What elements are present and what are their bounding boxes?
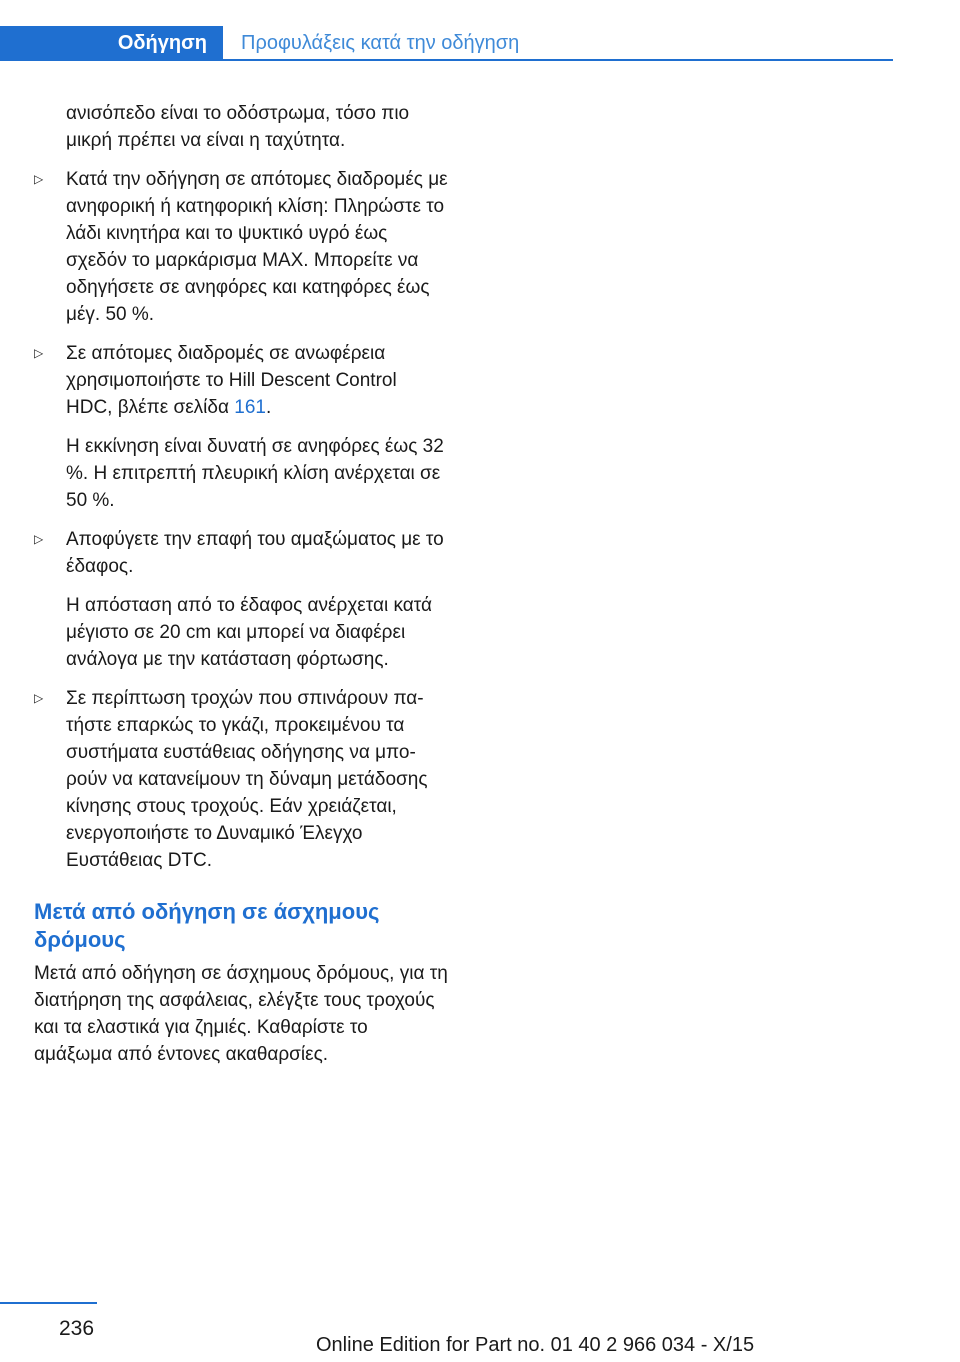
page-reference-link[interactable]: 161 <box>234 397 266 418</box>
bullet-text: Σε περίπτωση τροχών που σπινάρουν πατήστε επαρκώς το γκάζι, προκειμένου τα συστήματα ευστάθειας οδήγησης να μπορούν να κατανείμουν τη δύναμη μετάδοσης κίνησης στους τροχούς. Εάν χρειάζεται, ενεργοποιήστε το Δυναμικό Έλεγχο Ευστάθειας DTC. <box>66 688 428 871</box>
bullet-text-after-link: . <box>265 397 272 418</box>
bullet-subtext: Η εκκίνηση είναι δυνατή σε ανηφόρες έως 32 %. Η επιτρεπτή πλευρική κλίση ανέρχεται σε 50 %. <box>66 436 444 511</box>
bullet-text: Κατά την οδήγηση σε απότομες διαδρομές με ανηφορική ή κατηφορική κλίση: Πληρώστε το λάδι κινητήρα και το ψυκτικό υγρό έως σχεδόν το μαρκάρισμα MAX. Μπορείτε να οδηγήσετε σε ανηφόρες και κατηφόρες έως μέγ. 50 %. <box>66 169 448 325</box>
bullet-item-1 <box>34 166 448 328</box>
bullet-subtext: Η απόσταση από το έδαφος ανέρχεται κατά μέγιστο σε 20 cm και μπορεί να διαφέρει ανάλογα με την κατάσταση φόρτωσης. <box>66 595 432 670</box>
page-number: 236 <box>59 1317 95 1340</box>
bullet-text-before-link: Σε απότομες διαδρομές σε ανωφέρεια χρησιμοποιήστε το Hill Descent Control HDC, βλέπε σελίδα <box>66 343 397 418</box>
closing-paragraph: Μετά από οδήγηση σε άσχημους δρόμους, για τη διατήρηση της ασφάλειας, ελέγξτε τους τροχούς και τα ελαστικά για ζημιές. Καθαρίστε το αμάξωμα από έντονες ακαθαρσίες. <box>34 963 448 1065</box>
header-rule <box>0 59 893 61</box>
section-subheading: Μετά από οδήγηση σε άσχημους δρόμους <box>34 899 380 952</box>
triangle-bullet-icon: ▷ <box>34 691 44 705</box>
bullet-text <box>66 340 448 421</box>
triangle-bullet-icon: ▷ <box>34 532 44 546</box>
bullet-text: Αποφύγετε την επαφή του αμαξώματος με το έδαφος. <box>66 529 444 577</box>
bullet-item-4 <box>34 685 448 874</box>
chapter-tab[interactable] <box>0 26 223 61</box>
edition-note: Online Edition for Part no. 01 40 2 966 034 - X/15 <box>316 1334 755 1356</box>
intro-paragraph: ανισόπεδο είναι το οδόστρωμα, τόσο πιο μικρή πρέπει να είναι η ταχύτητα. <box>66 103 410 151</box>
triangle-bullet-icon: ▷ <box>34 172 44 186</box>
section-breadcrumb[interactable]: Προφυλάξεις κατά την οδήγηση <box>241 32 520 54</box>
bullet-item-3 <box>34 526 448 673</box>
page-header <box>0 26 893 61</box>
triangle-bullet-icon: ▷ <box>34 346 44 360</box>
footer-rule <box>0 1302 97 1304</box>
chapter-tab-label: Οδήγηση <box>117 32 207 54</box>
bullet-item-2 <box>34 340 448 514</box>
main-content <box>34 100 448 1068</box>
